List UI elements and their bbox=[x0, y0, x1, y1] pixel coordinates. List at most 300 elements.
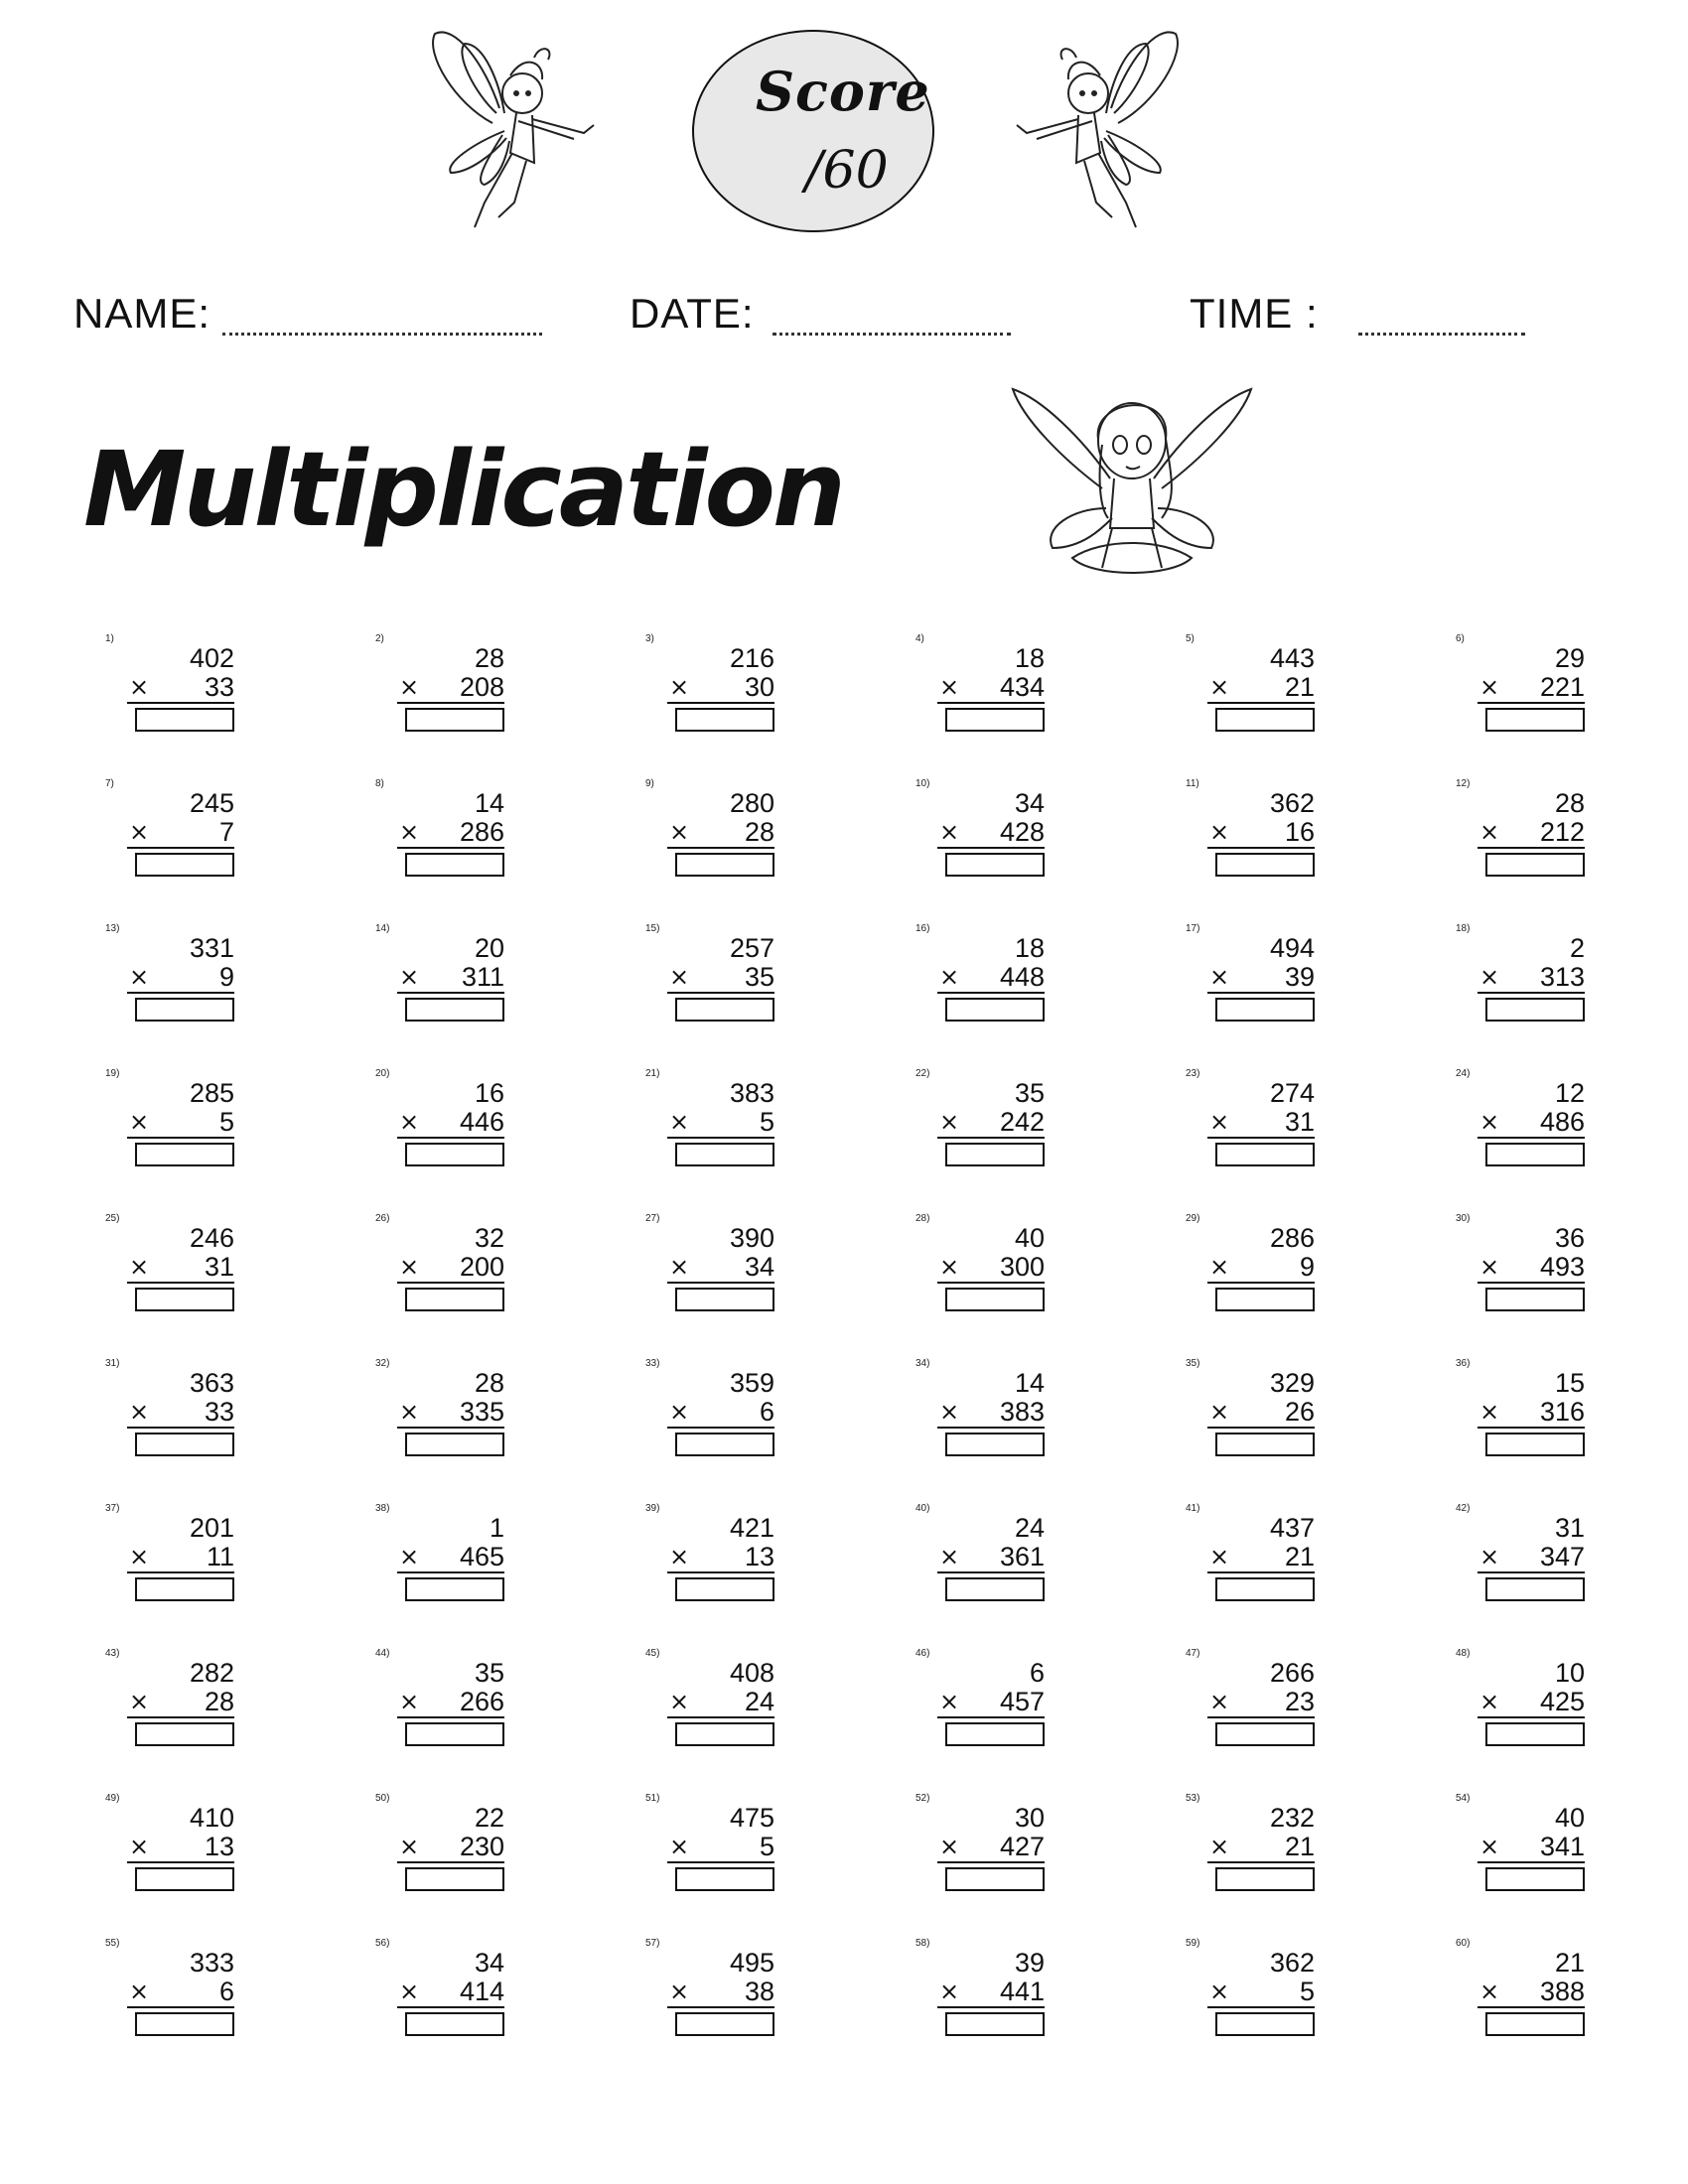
multiplier-row bbox=[937, 1252, 1045, 1284]
answer-box[interactable] bbox=[405, 1577, 504, 1601]
times-sign: × bbox=[399, 673, 420, 701]
answer-box[interactable] bbox=[675, 998, 774, 1022]
answer-box[interactable] bbox=[1485, 1288, 1585, 1311]
multiplicand: 24 bbox=[1014, 1513, 1045, 1543]
answer-box[interactable] bbox=[1215, 1143, 1315, 1166]
times-sign: × bbox=[669, 1688, 690, 1715]
times-sign: × bbox=[939, 1543, 960, 1570]
answer-box[interactable] bbox=[1215, 1867, 1315, 1891]
problem-50 bbox=[375, 1795, 504, 1894]
answer-box[interactable] bbox=[675, 853, 774, 877]
answer-box[interactable] bbox=[135, 1577, 234, 1601]
answer-box[interactable] bbox=[135, 853, 234, 877]
name-field[interactable] bbox=[73, 290, 471, 349]
problem-number: 22) bbox=[915, 1068, 930, 1079]
problem-number: 18) bbox=[1456, 923, 1471, 934]
times-sign: × bbox=[1479, 1398, 1500, 1426]
multiplier-row bbox=[1207, 1542, 1315, 1573]
times-sign: × bbox=[399, 963, 420, 991]
multiplicand: 362 bbox=[1269, 788, 1315, 818]
answer-box[interactable] bbox=[945, 1577, 1045, 1601]
times-sign: × bbox=[1479, 1833, 1500, 1860]
answer-box[interactable] bbox=[1485, 708, 1585, 732]
multiplier-row bbox=[127, 1107, 234, 1139]
problem-26 bbox=[375, 1215, 504, 1314]
answer-box[interactable] bbox=[135, 708, 234, 732]
multiplier: 6 bbox=[218, 1977, 234, 2006]
multiplier-row bbox=[667, 672, 774, 704]
times-sign: × bbox=[1479, 963, 1500, 991]
times-sign: × bbox=[939, 1253, 960, 1281]
problem-57 bbox=[645, 1940, 774, 2039]
problem-number: 15) bbox=[645, 923, 660, 934]
problem-number: 41) bbox=[1186, 1503, 1200, 1514]
answer-box[interactable] bbox=[1485, 998, 1585, 1022]
multiplicand: 35 bbox=[1014, 1078, 1045, 1108]
problem-number: 38) bbox=[375, 1503, 390, 1514]
multiplicand: 39 bbox=[1014, 1948, 1045, 1978]
multiplier-row bbox=[1477, 817, 1585, 849]
answer-box[interactable] bbox=[1485, 1143, 1585, 1166]
answer-box[interactable] bbox=[1485, 1722, 1585, 1746]
multiplicand: 18 bbox=[1014, 643, 1045, 673]
answer-box[interactable] bbox=[1215, 998, 1315, 1022]
problem-23 bbox=[1186, 1070, 1315, 1169]
times-sign: × bbox=[669, 1833, 690, 1860]
multiplicand: 443 bbox=[1269, 643, 1315, 673]
multiplier-row bbox=[667, 1832, 774, 1863]
multiplier-row bbox=[1207, 962, 1315, 994]
answer-box[interactable] bbox=[405, 1433, 504, 1456]
answer-box[interactable] bbox=[675, 1143, 774, 1166]
problem-number: 12) bbox=[1456, 778, 1471, 789]
problem-number: 21) bbox=[645, 1068, 660, 1079]
problem-number: 1) bbox=[105, 633, 114, 644]
times-sign: × bbox=[939, 818, 960, 846]
multiplier-row bbox=[397, 1977, 504, 2008]
answer-box[interactable] bbox=[945, 998, 1045, 1022]
answer-box[interactable] bbox=[135, 1867, 234, 1891]
multiplier: 242 bbox=[999, 1107, 1045, 1137]
times-sign: × bbox=[669, 963, 690, 991]
problem-number: 20) bbox=[375, 1068, 390, 1079]
multiplier: 5 bbox=[218, 1107, 234, 1137]
multiplier: 493 bbox=[1539, 1252, 1585, 1282]
multiplier: 425 bbox=[1539, 1687, 1585, 1716]
times-sign: × bbox=[129, 963, 150, 991]
answer-box[interactable] bbox=[945, 1433, 1045, 1456]
multiplier: 311 bbox=[461, 962, 504, 992]
problem-51 bbox=[645, 1795, 774, 1894]
multiplier: 35 bbox=[744, 962, 774, 992]
times-sign: × bbox=[1209, 818, 1230, 846]
multiplier: 21 bbox=[1284, 1832, 1315, 1861]
problem-2 bbox=[375, 635, 504, 735]
problem-37 bbox=[105, 1505, 234, 1604]
multiplicand: 31 bbox=[1554, 1513, 1585, 1543]
multiplicand: 402 bbox=[189, 643, 234, 673]
times-sign: × bbox=[1209, 1398, 1230, 1426]
multiplier-row bbox=[397, 1107, 504, 1139]
problem-12 bbox=[1456, 780, 1585, 880]
answer-box[interactable] bbox=[135, 1143, 234, 1166]
answer-box[interactable] bbox=[675, 1722, 774, 1746]
multiplicand: 363 bbox=[189, 1368, 234, 1398]
problem-number: 16) bbox=[915, 923, 930, 934]
times-sign: × bbox=[939, 673, 960, 701]
multiplier-row bbox=[1207, 1832, 1315, 1863]
times-sign: × bbox=[399, 1253, 420, 1281]
time-field[interactable] bbox=[1190, 290, 1527, 349]
times-sign: × bbox=[939, 1108, 960, 1136]
problem-56 bbox=[375, 1940, 504, 2039]
multiplier: 6 bbox=[759, 1397, 774, 1427]
fairy-right-illustration bbox=[997, 14, 1196, 234]
answer-box[interactable] bbox=[1215, 1288, 1315, 1311]
multiplicand: 18 bbox=[1014, 933, 1045, 963]
multiplier-row bbox=[937, 1832, 1045, 1863]
problem-number: 8) bbox=[375, 778, 384, 789]
problem-number: 36) bbox=[1456, 1358, 1471, 1369]
answer-box[interactable] bbox=[945, 1867, 1045, 1891]
multiplier-row bbox=[127, 962, 234, 994]
answer-box[interactable] bbox=[675, 2012, 774, 2036]
problem-8 bbox=[375, 780, 504, 880]
multiplier: 34 bbox=[744, 1252, 774, 1282]
multiplier: 31 bbox=[1284, 1107, 1315, 1137]
problem-number: 47) bbox=[1186, 1648, 1200, 1659]
problem-18 bbox=[1456, 925, 1585, 1024]
problem-number: 30) bbox=[1456, 1213, 1471, 1224]
multiplicand: 36 bbox=[1554, 1223, 1585, 1253]
problem-number: 55) bbox=[105, 1938, 120, 1949]
answer-box[interactable] bbox=[945, 1143, 1045, 1166]
problem-4 bbox=[915, 635, 1045, 735]
problem-number: 45) bbox=[645, 1648, 660, 1659]
times-sign: × bbox=[129, 818, 150, 846]
multiplier: 7 bbox=[218, 817, 234, 847]
problem-44 bbox=[375, 1650, 504, 1749]
problem-31 bbox=[105, 1360, 234, 1459]
problem-number: 53) bbox=[1186, 1793, 1200, 1804]
problem-33 bbox=[645, 1360, 774, 1459]
answer-box[interactable] bbox=[1215, 1722, 1315, 1746]
problem-42 bbox=[1456, 1505, 1585, 1604]
multiplier-row bbox=[937, 817, 1045, 849]
multiplier-row bbox=[667, 962, 774, 994]
multiplier: 5 bbox=[1299, 1977, 1315, 2006]
problem-48 bbox=[1456, 1650, 1585, 1749]
multiplier-row bbox=[667, 1687, 774, 1718]
multiplier: 448 bbox=[999, 962, 1045, 992]
multiplicand: 246 bbox=[189, 1223, 234, 1253]
multiplier: 428 bbox=[999, 817, 1045, 847]
multiplier: 33 bbox=[204, 672, 234, 702]
multiplicand: 257 bbox=[729, 933, 774, 963]
problem-9 bbox=[645, 780, 774, 880]
answer-box[interactable] bbox=[135, 1722, 234, 1746]
problem-35 bbox=[1186, 1360, 1315, 1459]
times-sign: × bbox=[939, 1833, 960, 1860]
answer-box[interactable] bbox=[1485, 1577, 1585, 1601]
multiplicand: 216 bbox=[729, 643, 774, 673]
multiplier: 313 bbox=[1539, 962, 1585, 992]
answer-box[interactable] bbox=[675, 1577, 774, 1601]
multiplier: 208 bbox=[459, 672, 504, 702]
multiplier: 200 bbox=[459, 1252, 504, 1282]
problem-number: 14) bbox=[375, 923, 390, 934]
problem-number: 25) bbox=[105, 1213, 120, 1224]
times-sign: × bbox=[1209, 1688, 1230, 1715]
multiplicand: 21 bbox=[1554, 1948, 1585, 1978]
answer-box[interactable] bbox=[675, 1433, 774, 1456]
answer-box[interactable] bbox=[675, 1867, 774, 1891]
times-sign: × bbox=[1479, 1543, 1500, 1570]
multiplicand: 6 bbox=[1029, 1658, 1045, 1688]
answer-box[interactable] bbox=[945, 1722, 1045, 1746]
multiplicand: 28 bbox=[474, 643, 504, 673]
multiplicand: 266 bbox=[1269, 1658, 1315, 1688]
answer-box[interactable] bbox=[1215, 1577, 1315, 1601]
problem-5 bbox=[1186, 635, 1315, 735]
multiplier-row bbox=[1477, 1977, 1585, 2008]
multiplier-row bbox=[1477, 1687, 1585, 1718]
multiplier-row bbox=[667, 1107, 774, 1139]
multiplier: 26 bbox=[1284, 1397, 1315, 1427]
problem-27 bbox=[645, 1215, 774, 1314]
problem-40 bbox=[915, 1505, 1045, 1604]
times-sign: × bbox=[129, 1108, 150, 1136]
answer-box[interactable] bbox=[135, 1433, 234, 1456]
answer-box[interactable] bbox=[135, 1288, 234, 1311]
multiplicand: 28 bbox=[474, 1368, 504, 1398]
multiplier-row bbox=[127, 1542, 234, 1573]
problem-20 bbox=[375, 1070, 504, 1169]
answer-box[interactable] bbox=[405, 998, 504, 1022]
problem-39 bbox=[645, 1505, 774, 1604]
times-sign: × bbox=[129, 1398, 150, 1426]
times-sign: × bbox=[939, 1978, 960, 2005]
times-sign: × bbox=[1209, 1978, 1230, 2005]
answer-box[interactable] bbox=[135, 998, 234, 1022]
answer-box[interactable] bbox=[405, 1722, 504, 1746]
problem-30 bbox=[1456, 1215, 1585, 1314]
times-sign: × bbox=[1209, 1833, 1230, 1860]
answer-box[interactable] bbox=[405, 2012, 504, 2036]
multiplier-row bbox=[937, 962, 1045, 994]
multiplier-row bbox=[1477, 1397, 1585, 1429]
multiplier: 21 bbox=[1284, 1542, 1315, 1571]
problem-number: 2) bbox=[375, 633, 384, 644]
times-sign: × bbox=[399, 1543, 420, 1570]
answer-box[interactable] bbox=[945, 1288, 1045, 1311]
multiplier: 38 bbox=[744, 1977, 774, 2006]
times-sign: × bbox=[669, 673, 690, 701]
problem-38 bbox=[375, 1505, 504, 1604]
times-sign: × bbox=[1209, 1108, 1230, 1136]
problem-number: 9) bbox=[645, 778, 654, 789]
problem-10 bbox=[915, 780, 1045, 880]
multiplier: 286 bbox=[459, 817, 504, 847]
problem-28 bbox=[915, 1215, 1045, 1314]
problem-number: 39) bbox=[645, 1503, 660, 1514]
multiplier: 388 bbox=[1539, 1977, 1585, 2006]
answer-box[interactable] bbox=[405, 853, 504, 877]
times-sign: × bbox=[399, 1833, 420, 1860]
date-line[interactable] bbox=[773, 333, 1011, 336]
problem-number: 24) bbox=[1456, 1068, 1471, 1079]
multiplier-row bbox=[667, 1397, 774, 1429]
problem-number: 34) bbox=[915, 1358, 930, 1369]
multiplier: 28 bbox=[204, 1687, 234, 1716]
problem-6 bbox=[1456, 635, 1585, 735]
date-field[interactable] bbox=[630, 290, 1027, 349]
multiplicand: 14 bbox=[474, 788, 504, 818]
answer-box[interactable] bbox=[1485, 1867, 1585, 1891]
multiplier: 446 bbox=[459, 1107, 504, 1137]
problem-number: 29) bbox=[1186, 1213, 1200, 1224]
problem-number: 33) bbox=[645, 1358, 660, 1369]
times-sign: × bbox=[399, 1688, 420, 1715]
answer-box[interactable] bbox=[1215, 708, 1315, 732]
multiplicand: 29 bbox=[1554, 643, 1585, 673]
score-badge bbox=[692, 30, 934, 232]
problem-number: 27) bbox=[645, 1213, 660, 1224]
times-sign: × bbox=[129, 1833, 150, 1860]
problem-45 bbox=[645, 1650, 774, 1749]
problem-number: 35) bbox=[1186, 1358, 1200, 1369]
answer-box[interactable] bbox=[1215, 2012, 1315, 2036]
answer-box[interactable] bbox=[405, 1867, 504, 1891]
answer-box[interactable] bbox=[675, 708, 774, 732]
times-sign: × bbox=[129, 1253, 150, 1281]
times-sign: × bbox=[129, 1543, 150, 1570]
problem-47 bbox=[1186, 1650, 1315, 1749]
multiplier: 383 bbox=[999, 1397, 1045, 1427]
multiplicand: 333 bbox=[189, 1948, 234, 1978]
answer-box[interactable] bbox=[945, 853, 1045, 877]
multiplier-row bbox=[1207, 1977, 1315, 2008]
fairy-left-illustration bbox=[415, 14, 614, 234]
problem-number: 52) bbox=[915, 1793, 930, 1804]
problem-number: 54) bbox=[1456, 1793, 1471, 1804]
multiplier: 30 bbox=[744, 672, 774, 702]
answer-box[interactable] bbox=[405, 1288, 504, 1311]
multiplier-row bbox=[1477, 1107, 1585, 1139]
multiplier: 434 bbox=[999, 672, 1045, 702]
multiplier: 11 bbox=[206, 1542, 234, 1571]
times-sign: × bbox=[669, 1108, 690, 1136]
multiplier-row bbox=[1207, 672, 1315, 704]
times-sign: × bbox=[1479, 1978, 1500, 2005]
sitting-fairy-illustration bbox=[1003, 379, 1261, 592]
multiplicand: 1 bbox=[489, 1513, 504, 1543]
multiplier: 361 bbox=[999, 1542, 1045, 1571]
times-sign: × bbox=[399, 1108, 420, 1136]
problem-1 bbox=[105, 635, 234, 735]
problem-number: 10) bbox=[915, 778, 930, 789]
multiplier-row bbox=[937, 1107, 1045, 1139]
multiplicand: 495 bbox=[729, 1948, 774, 1978]
time-line[interactable] bbox=[1358, 333, 1525, 336]
multiplier: 31 bbox=[204, 1252, 234, 1282]
answer-box[interactable] bbox=[1215, 853, 1315, 877]
name-line[interactable] bbox=[222, 333, 542, 336]
answer-box[interactable] bbox=[405, 708, 504, 732]
answer-box[interactable] bbox=[135, 2012, 234, 2036]
times-sign: × bbox=[1479, 818, 1500, 846]
problem-number: 7) bbox=[105, 778, 114, 789]
multiplier-row bbox=[1477, 1832, 1585, 1863]
problem-number: 59) bbox=[1186, 1938, 1200, 1949]
multiplier-row bbox=[397, 1687, 504, 1718]
times-sign: × bbox=[1479, 673, 1500, 701]
multiplicand: 40 bbox=[1554, 1803, 1585, 1833]
answer-box[interactable] bbox=[1485, 2012, 1585, 2036]
multiplicand: 285 bbox=[189, 1078, 234, 1108]
problem-number: 40) bbox=[915, 1503, 930, 1514]
problem-number: 31) bbox=[105, 1358, 120, 1369]
multiplier: 16 bbox=[1284, 817, 1315, 847]
multiplier: 335 bbox=[459, 1397, 504, 1427]
multiplier: 300 bbox=[999, 1252, 1045, 1282]
answer-box[interactable] bbox=[945, 708, 1045, 732]
multiplicand: 34 bbox=[1014, 788, 1045, 818]
problem-15 bbox=[645, 925, 774, 1024]
problem-number: 37) bbox=[105, 1503, 120, 1514]
multiplier-row bbox=[937, 1542, 1045, 1573]
multiplier-row bbox=[667, 1542, 774, 1573]
multiplier-row bbox=[127, 1252, 234, 1284]
problem-24 bbox=[1456, 1070, 1585, 1169]
multiplicand: 32 bbox=[474, 1223, 504, 1253]
multiplier: 28 bbox=[744, 817, 774, 847]
problem-59 bbox=[1186, 1940, 1315, 2039]
answer-box[interactable] bbox=[1485, 853, 1585, 877]
times-sign: × bbox=[669, 818, 690, 846]
answer-box[interactable] bbox=[675, 1288, 774, 1311]
multiplier: 341 bbox=[1539, 1832, 1585, 1861]
multiplier: 457 bbox=[999, 1687, 1045, 1716]
times-sign: × bbox=[669, 1978, 690, 2005]
multiplier-row bbox=[667, 817, 774, 849]
multiplicand: 20 bbox=[474, 933, 504, 963]
problem-16 bbox=[915, 925, 1045, 1024]
multiplier-row bbox=[127, 672, 234, 704]
multiplier-row bbox=[1207, 1687, 1315, 1718]
times-sign: × bbox=[1209, 673, 1230, 701]
answer-box[interactable] bbox=[945, 2012, 1045, 2036]
multiplier: 5 bbox=[759, 1832, 774, 1861]
answer-box[interactable] bbox=[1215, 1433, 1315, 1456]
problem-number: 56) bbox=[375, 1938, 390, 1949]
problem-53 bbox=[1186, 1795, 1315, 1894]
multiplicand: 245 bbox=[189, 788, 234, 818]
answer-box[interactable] bbox=[1485, 1433, 1585, 1456]
multiplicand: 282 bbox=[189, 1658, 234, 1688]
times-sign: × bbox=[399, 1398, 420, 1426]
times-sign: × bbox=[1479, 1688, 1500, 1715]
problem-number: 23) bbox=[1186, 1068, 1200, 1079]
multiplier-row bbox=[397, 1397, 504, 1429]
times-sign: × bbox=[399, 818, 420, 846]
answer-box[interactable] bbox=[405, 1143, 504, 1166]
multiplier: 316 bbox=[1539, 1397, 1585, 1427]
times-sign: × bbox=[1209, 963, 1230, 991]
problem-19 bbox=[105, 1070, 234, 1169]
problem-3 bbox=[645, 635, 774, 735]
multiplier: 23 bbox=[1284, 1687, 1315, 1716]
